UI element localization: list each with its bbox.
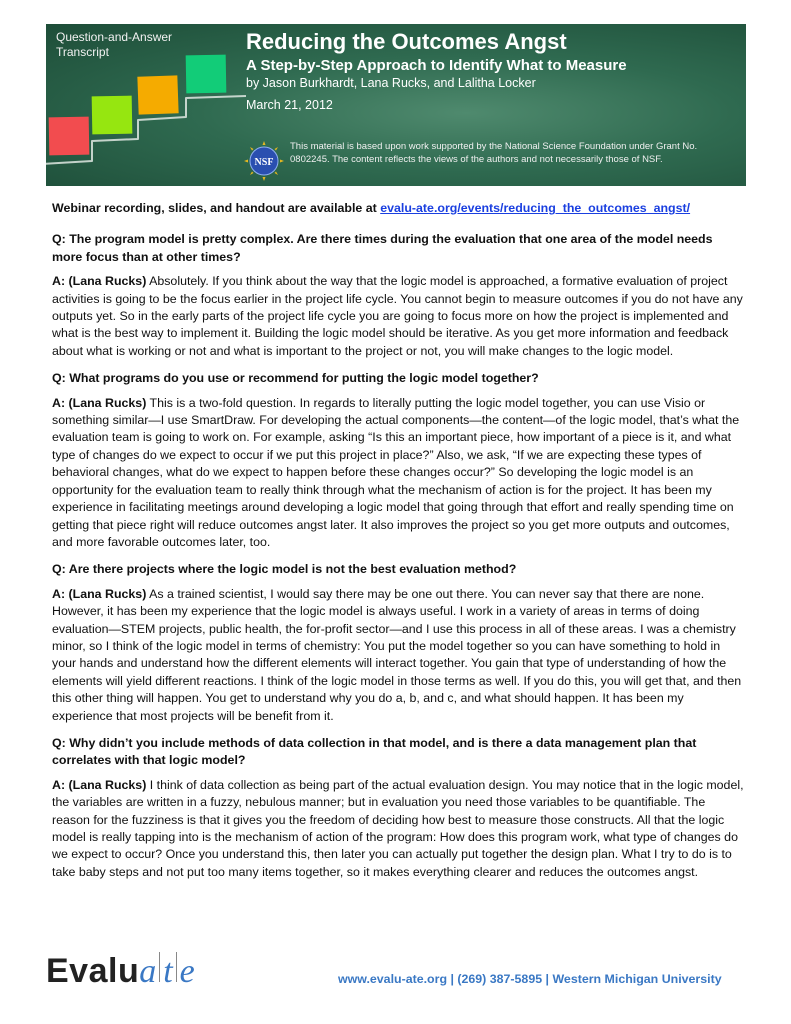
answer-speaker: A: (Lana Rucks) — [52, 395, 147, 410]
evaluate-logo — [46, 952, 195, 992]
step-square-orange — [137, 75, 178, 114]
question: Q: The program model is pretty complex. Are there times during the evaluation that one area of the model needs more focus than at other times? — [52, 232, 713, 264]
step-square-lime — [92, 96, 133, 135]
answer-text: I think of data collection as being part of the actual evaluation design. You may notice that in the logic model, the variables are written in a fuzzy, nebulous manner; but in evaluation you need those variables to be quantifiable. The reason for the fuzziness is that it gives you the freedom of deciding how best to measure those constructs. All that the logic model is really tapping into is the mechanism of action of the program: How does this program work, what type of changes do we expect to occur? Once you understand this, then later you can actually put together the design plan. What I try to do is to take baby steps and not put too many items together, so it makes everything clearer and reduces the outcomes angst. — [52, 777, 744, 879]
funding-notice — [244, 140, 734, 181]
webinar-text: Webinar recording, slides, and handout are available at — [52, 201, 381, 215]
title-block — [246, 28, 738, 113]
header-banner — [46, 24, 746, 186]
document-body — [52, 200, 744, 891]
answer-text: As a trained scientist, I would say there may be one out there. You can never say that there are none. However, it has been my experience that the logic model is always useful. I work in a variety of areas in terms of doing evaluation—STEM projects, public health, the for-profit sector—and I use this process in all of these areas. I was a chemistry minor, so I think of the logic model in terms of chemistry: You put the model together so you can have something to hold in your hands and understand how the different elements will interact together. You gain that type of understanding of how the elements will yield different reactions. I think of the logic model in those terms as well. If you do this, you will get that, and then this other thing will happen. You get to understand why you do a, b, and c, and what should happen. It has been my experience that most projects will be benefit from it. — [52, 586, 742, 723]
document-type-label: Question-and-Answer Transcript — [56, 30, 173, 59]
step-square-green — [186, 55, 227, 94]
logo-divider — [176, 952, 177, 982]
logo-letter-a: a — [139, 953, 157, 990]
question: Q: What programs do you use or recommend for putting the logic model together? — [52, 371, 539, 386]
qa-item — [52, 735, 744, 881]
funding-note: This material is based upon work supported by the National Science Foundation under Grant No. 0802245. The content reflects the views of the authors and not necessarily those of NSF. — [290, 141, 698, 165]
answer-speaker: A: (Lana Rucks) — [52, 586, 147, 601]
logo-letter-t: t — [163, 953, 173, 990]
answer-text: This is a two-fold question. In regards to literally putting the logic model together, you can use Visio or something similar—I use SmartDraw. For developing the actual components—the content—of the logic model, that’s what the evaluation team is going to work on. For example, asking “Is this an important piece, how important of a piece is it, and what type of changes do we expect to occur if we put this project in place?” Also, we ask, “If we are expecting these types of behavioral changes, what do we expect to happen before these changes occur?” So developing the logic model is an opportunity for the evaluation team to really think through what the mechanism of action is for the project. It has been my experience in facilitating meetings around developing a logic model that going through that effort and really spending time on getting that piece right will reduce outcomes angst later. It also improves the project so you get more outputs and outcomes, and more favorable outcomes later, too. — [52, 395, 740, 549]
logo-letter-e: e — [179, 953, 195, 990]
qa-item — [52, 370, 744, 551]
step-square-red — [49, 117, 90, 156]
question: Q: Why didn’t you include methods of data collection in that model, and is there a data management plan that correlates with that logic model? — [52, 735, 697, 768]
answer-text: Absolutely. If you think about the way that the logic model is approached, a formative evaluation of project activities is going to be the focus earlier in the project life cycle. You cannot begin to measure outcomes if you do not have any outputs yet. So in the early parts of the project life cycle you are going to focus more on how the project is implemented and what is the best way to implement it. Building the logic model should be iterative. As you get more information and feedback about what is working or not and what is important to the project or not, you will make changes to the logic model. — [52, 274, 743, 358]
date: March 21, 2012 — [246, 98, 333, 112]
question: Q: Are there projects where the logic model is not the best evaluation method? — [52, 562, 517, 577]
qa-item — [52, 231, 744, 360]
nsf-logo-text: NSF — [254, 157, 274, 168]
nsf-logo-icon — [244, 141, 284, 181]
qa-item — [52, 561, 744, 725]
footer-contact: www.evalu-ate.org | (269) 387-5895 | Western Michigan University — [338, 972, 722, 986]
logo-divider — [159, 952, 160, 982]
answer — [52, 395, 744, 552]
answer — [52, 586, 744, 725]
page-title: Reducing the Outcomes Angst — [246, 29, 567, 54]
page-subtitle: A Step-by-Step Approach to Identify What to Measure — [246, 57, 627, 74]
answer-speaker: A: (Lana Rucks) — [52, 274, 147, 289]
answer — [52, 777, 744, 881]
webinar-link[interactable]: evalu-ate.org/events/reducing_the_outcomes_angst/ — [380, 201, 691, 215]
webinar-availability — [52, 200, 744, 217]
logo-wordmark-prefix: Evalu — [46, 952, 140, 990]
answer — [52, 273, 744, 360]
answer-speaker: A: (Lana Rucks) — [52, 777, 147, 792]
authors: by Jason Burkhardt, Lana Rucks, and Lalitha Locker — [246, 76, 536, 90]
